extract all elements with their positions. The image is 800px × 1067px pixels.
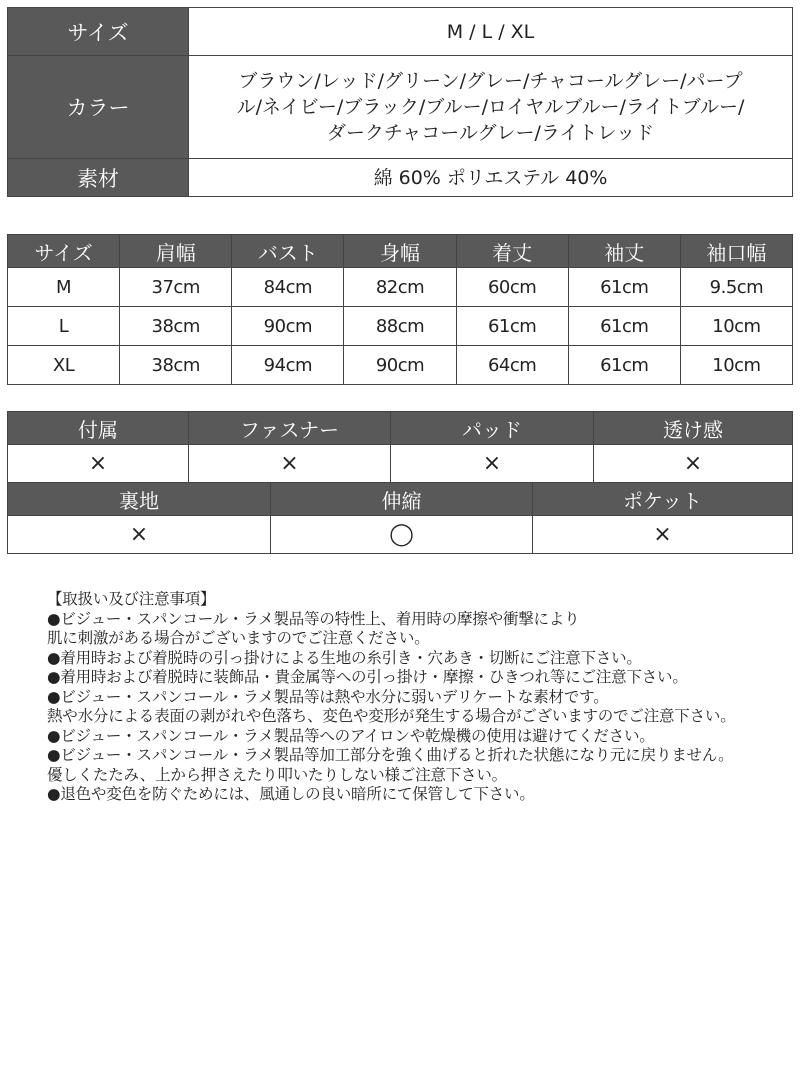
note-line: ●ビジュー・スパンコール・ラメ製品等は熱や水分に弱いデリケートな素材です。: [47, 687, 609, 706]
note-line: 熱や水分による表面の剥がれや色落ち、変色や変形が発生する場合がございますのでご注意下さい。: [47, 707, 736, 725]
table-row: [8, 307, 793, 346]
size-header: 身幅: [344, 235, 456, 268]
spec-color-label: カラー: [8, 56, 189, 159]
size-cell: 61cm: [456, 307, 568, 346]
size-cell: 88cm: [344, 307, 456, 346]
feature-value: ×: [391, 445, 594, 483]
size-cell: 61cm: [568, 268, 680, 307]
spec-row-material: [8, 159, 793, 197]
note-line: ●着用時および着脱時の引っ掛けによる生地の糸引き・穴あき・切断にご注意下さい。: [47, 648, 642, 667]
spec-size-label: サイズ: [8, 8, 189, 56]
features-table-2: [7, 482, 793, 554]
features-table-1: [7, 411, 793, 483]
size-cell: 38cm: [120, 346, 232, 385]
color-line: ブラウン/レッド/グリーン/グレー/チャコールグレー/パープ: [238, 70, 743, 92]
size-cell: 61cm: [568, 307, 680, 346]
feature-value: ×: [8, 445, 189, 483]
size-cell: 60cm: [456, 268, 568, 307]
table-row: [8, 268, 793, 307]
note-line: ●退色や変色を防ぐためには、風通しの良い暗所にて保管して下さい。: [47, 785, 535, 803]
size-cell: 9.5cm: [680, 268, 792, 307]
feature-header: パッド: [391, 412, 594, 445]
size-cell: 61cm: [568, 346, 680, 385]
feature-value: ×: [594, 445, 793, 483]
feature-header: ポケット: [533, 483, 793, 516]
feature-header: 透け感: [594, 412, 793, 445]
size-cell: 82cm: [344, 268, 456, 307]
spec-row-size: [8, 8, 793, 56]
size-cell: 37cm: [120, 268, 232, 307]
size-cell: XL: [8, 346, 120, 385]
size-cell: 10cm: [680, 307, 792, 346]
notes-heading: 【取扱い及び注意事項】: [47, 590, 216, 608]
table-row: [8, 346, 793, 385]
spec-table: [7, 7, 793, 197]
size-cell: M: [8, 268, 120, 307]
spec-size-value: M / L / XL: [189, 8, 793, 56]
size-header: サイズ: [8, 235, 120, 268]
feature-header: 裏地: [8, 483, 271, 516]
feature-header: ファスナー: [189, 412, 391, 445]
features-value-row: [8, 516, 793, 554]
size-cell: 84cm: [232, 268, 344, 307]
note-line: ●ビジュー・スパンコール・ラメ製品等の特性上、着用時の摩擦や衝撃により: [47, 609, 580, 628]
color-line: ダークチャコールグレー/ライトレッド: [326, 122, 655, 144]
feature-value: ×: [8, 516, 271, 554]
size-header: 袖丈: [568, 235, 680, 268]
note-line: ●着用時および着脱時に装飾品・貴金属等への引っ掛け・摩擦・ひきつれ等にご注意下さい。: [47, 668, 688, 686]
spec-material-label: 素材: [8, 159, 189, 197]
spec-material-value: 綿 60% ポリエステル 40%: [189, 159, 793, 197]
feature-header: 付属: [8, 412, 189, 445]
feature-header: 伸縮: [271, 483, 533, 516]
feature-value: ×: [189, 445, 391, 483]
size-table: [7, 234, 793, 385]
spec-row-color: [8, 56, 793, 159]
features-value-row: [8, 445, 793, 483]
spec-color-value: [189, 56, 793, 159]
features-header-row: [8, 483, 793, 516]
color-line: ル/ネイビー/ブラック/ブルー/ロイヤルブルー/ライトブルー/: [236, 96, 745, 118]
note-line: ●ビジュー・スパンコール・ラメ製品等へのアイロンや乾燥機の使用は避けてください。: [47, 726, 655, 745]
care-notes: [47, 590, 797, 805]
feature-value: ×: [533, 516, 793, 554]
feature-value: ◯: [271, 516, 533, 554]
size-header-row: [8, 235, 793, 268]
note-line: ●ビジュー・スパンコール・ラメ製品等加工部分を強く曲げると折れた状態になり元に戻りません。: [47, 746, 734, 764]
size-cell: 90cm: [232, 307, 344, 346]
size-header: 袖口幅: [680, 235, 792, 268]
size-cell: 94cm: [232, 346, 344, 385]
size-header: 着丈: [456, 235, 568, 268]
note-line: 優しくたたみ、上から押さえたり叩いたりしない様ご注意下さい。: [47, 765, 507, 784]
note-line: 肌に刺激がある場合がございますのでご注意ください。: [47, 629, 430, 647]
size-cell: L: [8, 307, 120, 346]
features-header-row: [8, 412, 793, 445]
size-header: バスト: [232, 235, 344, 268]
size-cell: 64cm: [456, 346, 568, 385]
size-cell: 38cm: [120, 307, 232, 346]
size-cell: 10cm: [680, 346, 792, 385]
size-header: 肩幅: [120, 235, 232, 268]
size-cell: 90cm: [344, 346, 456, 385]
